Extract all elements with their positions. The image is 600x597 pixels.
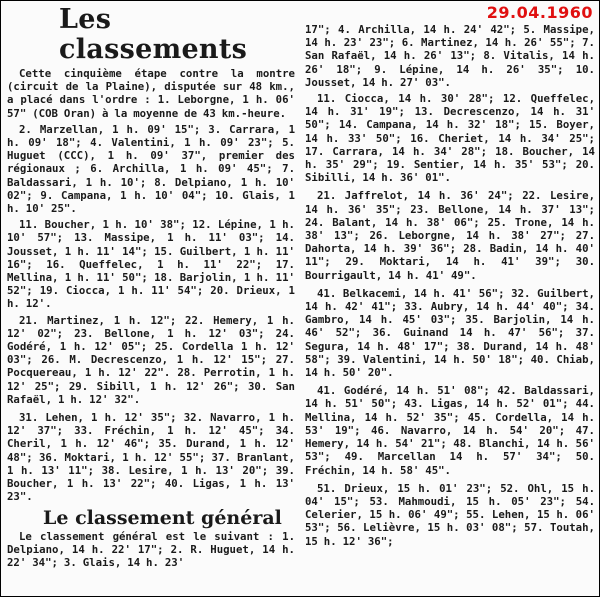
general-results-21-30: 21. Jaffrelot, 14 h. 36' 24"; 22. Lesire, 14 h. 36' 35"; 23. Bellone, 14 h. 37' 13"; 24. Balant, 14 h. 38' 06"; 25. Trone, 14 h. 38' 13"; 26. Leborgne, 14 h. 38' 27"; 27. Dahorta, 14 h. 39' 36"; 28. Badin, 14 h. 40' 11"; 29. Moktari, 14 h. 41' 39"; 30. Bourrigault, 14 h. 41' 49". [305, 189, 595, 282]
stage-results-31-40: 31. Lehen, 1 h. 12' 35"; 32. Navarro, 1 h. 12' 37"; 33. Fréchin, 1 h. 12' 45"; 34. Cheril, 1 h. 12' 46"; 35. Durand, 1 h. 12' 48"; 36. Moktari, 1 h. 12' 55"; 37. Branlant, 1 h. 13' 11"; 38. Lesire, 1 h. 13' 20"; 39. Boucher, 1 h. 13' 22"; 40. Ligas, 1 h. 13' 23". [7, 411, 295, 504]
general-results-intro: Le classement général est le suivant : 1. Delpiano, 14 h. 22' 17"; 2. R. Huguet, 14 h. 22' 34"; 3. Glais, 14 h. 23' [7, 529, 295, 569]
general-results-11-20: 11. Ciocca, 14 h. 30' 28"; 12. Queffelec, 14 h. 31' 19"; 13. Decrescenzo, 14 h. 31' 50"; 14. Campana, 14 h. 32' 18"; 15. Boyer, 14 h. 33' 50"; 16. Cheriet, 14 h. 34' 25"; 17. Carrara, 14 h. 34' 28"; 18. Boucher, 14 h. 35' 29"; 19. Sentier, 14 h. 35' 53"; 20. Sibilli, 14 h. 36' 01". [305, 92, 595, 185]
intro-paragraph: Cette cinquième étape contre la montre (circuit de la Plaine), disputée sur 48 km., a placé dans l'ordre : 1. Leborgne, 1 h. 06' 57" (COB Oran) à la moyenne de 43 km.-heure. [7, 67, 295, 120]
stage-results-1-10: 2. Marzellan, 1 h. 09' 15"; 3. Carrara, 1 h. 09' 18"; 4. Valentini, 1 h. 09' 23"; 5. Huguet (CCC), 1 h. 09' 37", premier des régionaux ; 6. Archilla, 1 h. 09' 45"; 7. Baldassari, 1 h. 10'; 8. Delpiano, 1 h. 10' 02"; 9. Campana, 1 h. 10' 04"; 10. Glais, 1 h. 10' 25". [7, 122, 295, 216]
general-classification-title: Le classement général [43, 506, 282, 529]
general-results-31-40: 41. Belkacemi, 14 h. 41' 56"; 32. Guilbert, 14 h. 42' 41"; 33. Aubry, 14 h. 44' 40"; 34. Gambro, 14 h. 45' 03"; 35. Barjolin, 14 h. 46' 52"; 36. Guinand 14 h. 47' 56"; 37. Segura, 14 h. 48' 17"; 38. Durand, 14 h. 48' 58"; 39. Valentini, 14 h. 50' 18"; 40. Chiab, 14 h. 50' 20". [305, 286, 595, 380]
left-column [7, 5, 295, 569]
article-title: Les classements [59, 4, 248, 65]
right-column [305, 1, 595, 548]
stage-results-21-30: 21. Martinez, 1 h. 12"; 22. Hemery, 1 h. 12' 02"; 23. Bellone, 1 h. 12' 03"; 24. Godéré, 1 h. 12' 05"; 25. Cordella 1 h. 12' 03"; 26. M. Decrescenzo, 1 h. 12' 15"; 27. Pocquereau, 1 h. 12' 22". 28. Perrotin, 1 h. 12' 25"; 29. Sibill, 1 h. 12' 26"; 30. San Rafaël, 1 h. 12' 32". [7, 313, 295, 406]
date-stamp: 29.04.1960 [486, 3, 593, 22]
stage-results-11-20: 11. Boucher, 1 h. 10' 38"; 12. Lépine, 1 h. 10' 57"; 13. Massipe, 1 h. 11' 03"; 14. Jousset, 1 h. 11' 14"; 15. Guilbert, 1 h. 11' 16"; 16. Queffelec, 1 h. 11' 22"; 17. Mellina, 1 h. 11' 50"; 18. Barjolin, 1 h. 11' 52"; 19. Ciocca, 1 h. 11' 54"; 20. Drieux, 1 h. 12'. [7, 218, 295, 311]
general-results-1-10: 17"; 4. Archilla, 14 h. 24' 42"; 5. Massipe, 14 h. 23' 23"; 6. Martinez, 14 h. 26' 55"; 7. San Rafaël, 14 h. 26' 13"; 8. Vitalis, 14 h. 26' 18"; 9. Lépine, 14 h. 26' 35"; 10. Jousset, 14 h. 27' 03". [305, 23, 595, 89]
general-results-41-50: 41. Godéré, 14 h. 51' 08"; 42. Baldassari, 14 h. 51' 50"; 43. Ligas, 14 h. 52' 01"; 44. Mellina, 14 h. 52' 35"; 45. Cordella, 14 h. 53' 19"; 46. Navarro, 14 h. 54' 20"; 47. Hemery, 14 h. 54' 21"; 48. Blanchi, 14 h. 56' 53"; 49. Marcellan 14 h. 57' 34"; 50. Fréchin, 14 h. 58' 45". [305, 384, 595, 477]
general-results-51-57: 51. Drieux, 15 h. 01' 23"; 52. Ohl, 15 h. 04' 15"; 53. Mahmoudi, 15 h. 05' 23"; 54. Celerier, 15 h. 06' 49"; 55. Lehen, 15 h. 06' 53"; 56. Lelièvre, 15 h. 03' 08"; 57. Toutah, 15 h. 12' 36"; [305, 481, 595, 548]
